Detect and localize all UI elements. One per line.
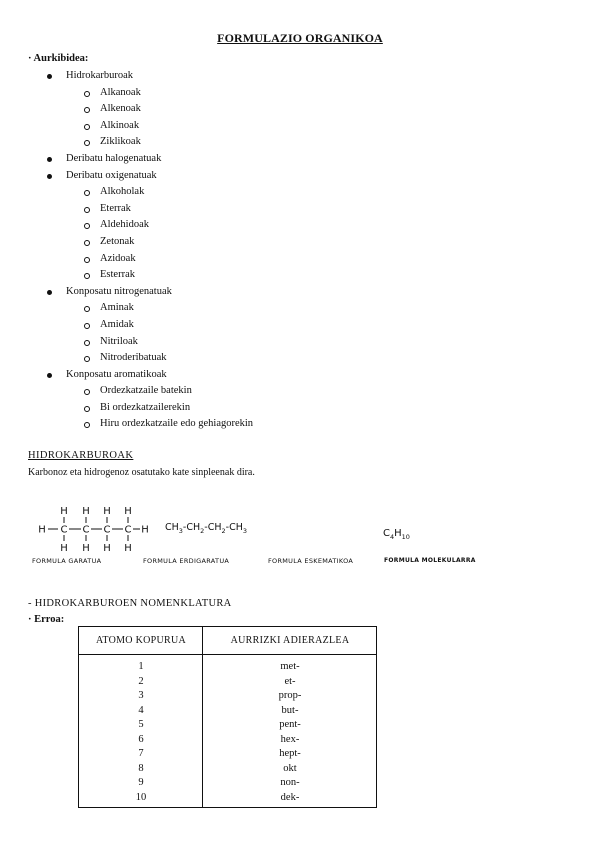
index-item-label: Konposatu aromatikoak [66,368,167,380]
index-item-label: Amidak [100,318,134,330]
index-list [0,68,600,433]
index-item-label: Zetonak [100,235,135,247]
table-row [79,747,376,762]
index-item-label: Ordezkatzaile batekin [100,385,192,397]
atom-count-cell: 7 [138,748,144,759]
index-item-label: Ziklikoak [100,136,141,148]
index-item-label: Konposatu nitrogenatuak [66,285,172,297]
atom-count-cell: 4 [138,704,144,716]
index-subitem [0,201,600,218]
index-item [0,367,600,384]
circle-bullet-icon [84,406,90,412]
roots-table [78,626,377,808]
index-item-label: Alkoholak [100,186,145,198]
index-subitem [0,350,600,367]
index-subitem [0,400,600,417]
atom-count-cell: 5 [138,719,144,730]
prefix-cell: hept- [279,748,301,759]
table-row [79,660,376,675]
index-item-label: Aminak [100,302,134,314]
index-heading: · Aurkibidea: [28,53,89,64]
hydrogen-atom: H [60,506,68,517]
index-subitem [0,416,600,433]
index-item [0,284,600,301]
table-row [79,675,376,690]
circle-bullet-icon [84,422,90,428]
index-item [0,151,600,168]
header-atom-count: ATOMO KOPURUA [95,635,187,646]
index-item-label: Deribatu oxigenatuak [66,169,157,181]
index-item-label: Hidrokarburoak [66,70,134,81]
atom-count-cell: 10 [135,791,147,803]
hydrogen-atom: H [60,543,68,554]
prefix-cell: prop- [278,690,302,701]
bullet-icon [47,157,52,162]
prefix-cell: pent- [279,719,301,730]
index-item-label: Nitriloak [100,335,138,347]
circle-bullet-icon [84,306,90,312]
caption-structural: FORMULA GARATUA [32,557,102,565]
table-header [79,627,376,655]
header-prefix: AURRIZKI ADIERAZLEA [230,635,350,646]
molecular-formula: $C_4H_{10}$ [383,528,410,541]
prefix-cell: et- [284,675,296,687]
document-title: FORMULAZIO ORGANIKOA [217,31,383,45]
caption-semi-developed: FORMULA ERDIGARATUA [143,557,230,565]
index-subitem [0,217,600,234]
atom-count-cell: 3 [138,690,144,701]
bullet-icon [47,74,52,79]
nomenclature-title: - HIDROKARBUROEN NOMENKLATURA [28,598,232,609]
index-item-label: Alkenoak [100,103,141,115]
circle-bullet-icon [84,257,90,263]
hydrogen-atom: H [124,506,132,517]
hydrogen-atom: H [82,506,90,517]
index-item-label: Azidoak [100,252,136,264]
bullet-icon [47,174,52,179]
circle-bullet-icon [84,190,90,196]
index-subitem [0,267,600,284]
index-subitem [0,300,600,317]
atom-count-cell: 6 [138,733,144,745]
carbon-atom: C [60,524,68,536]
bullet-icon [47,373,52,378]
hydrogen-atom: H [103,543,111,554]
caption-skeletal: FORMULA ESKEMATIKOA [268,557,354,565]
index-subitem [0,234,600,251]
circle-bullet-icon [84,91,90,97]
hydrogen-atom: H [38,524,46,536]
circle-bullet-icon [84,389,90,395]
table-row [79,762,376,777]
circle-bullet-icon [84,240,90,246]
prefix-cell: dek- [280,791,300,803]
circle-bullet-icon [84,207,90,213]
structural-formula [0,498,600,578]
circle-bullet-icon [84,340,90,346]
table-row [79,776,376,791]
prefix-cell: okt [283,762,297,774]
index-subitem [0,118,600,135]
hydrogen-atom: H [124,543,132,554]
semi-developed-formula: $CH_3-CH_2-CH_2-CH_3$ [165,522,247,535]
table-row [79,791,376,806]
index-item [0,68,600,85]
caption-molecular: FORMULA MOLEKULARRA [384,557,476,564]
table-row [79,689,376,704]
index-item-label: Esterrak [100,269,135,281]
circle-bullet-icon [84,323,90,329]
hydrogen-atom: H [103,506,111,517]
roots-label: · Erroa: [28,614,65,625]
table-row [79,718,376,733]
atom-count-cell: 9 [138,777,144,788]
prefix-cell: non- [280,777,300,788]
prefix-cell: met- [280,661,300,672]
carbon-atom: C [103,524,111,536]
index-subitem [0,334,600,351]
index-subitem [0,101,600,118]
section-description: Karbonoz eta hidrogenoz osatutako kate sinpleenak dira. [28,467,255,478]
index-subitem [0,184,600,201]
hydrogen-atom: H [82,543,90,554]
index-item [0,168,600,185]
atom-count-cell: 8 [138,762,144,774]
index-item-label: Nitroderibatuak [100,352,167,364]
circle-bullet-icon [84,107,90,113]
circle-bullet-icon [84,273,90,279]
table-row [79,704,376,719]
index-item-label: Alkanoak [100,86,141,98]
index-item-label: Hiru ordezkatzaile edo gehiagorekin [100,418,254,430]
table-body [79,660,376,805]
index-item-label: Eterrak [100,202,131,214]
prefix-cell: hex- [280,733,300,745]
circle-bullet-icon [84,356,90,362]
index-item-label: Alkinoak [100,119,140,131]
section-title: HIDROKARBUROAK [28,450,134,461]
index-item-label: Bi ordezkatzailerekin [100,401,191,413]
index-subitem [0,85,600,102]
circle-bullet-icon [84,140,90,146]
atom-count-cell: 1 [138,661,144,672]
table-row [79,733,376,748]
carbon-atom: C [124,524,132,536]
index-subitem [0,383,600,400]
index-item-label: Aldehidoak [100,219,149,231]
prefix-cell: but- [281,704,299,716]
atom-count-cell: 2 [138,675,144,687]
index-item-label: Deribatu halogenatuak [66,152,162,164]
circle-bullet-icon [84,223,90,229]
carbon-atom: C [82,524,90,536]
circle-bullet-icon [84,124,90,130]
index-subitem [0,134,600,151]
hydrogen-atom: H [141,524,149,536]
index-subitem [0,317,600,334]
index-subitem [0,251,600,268]
bullet-icon [47,290,52,295]
